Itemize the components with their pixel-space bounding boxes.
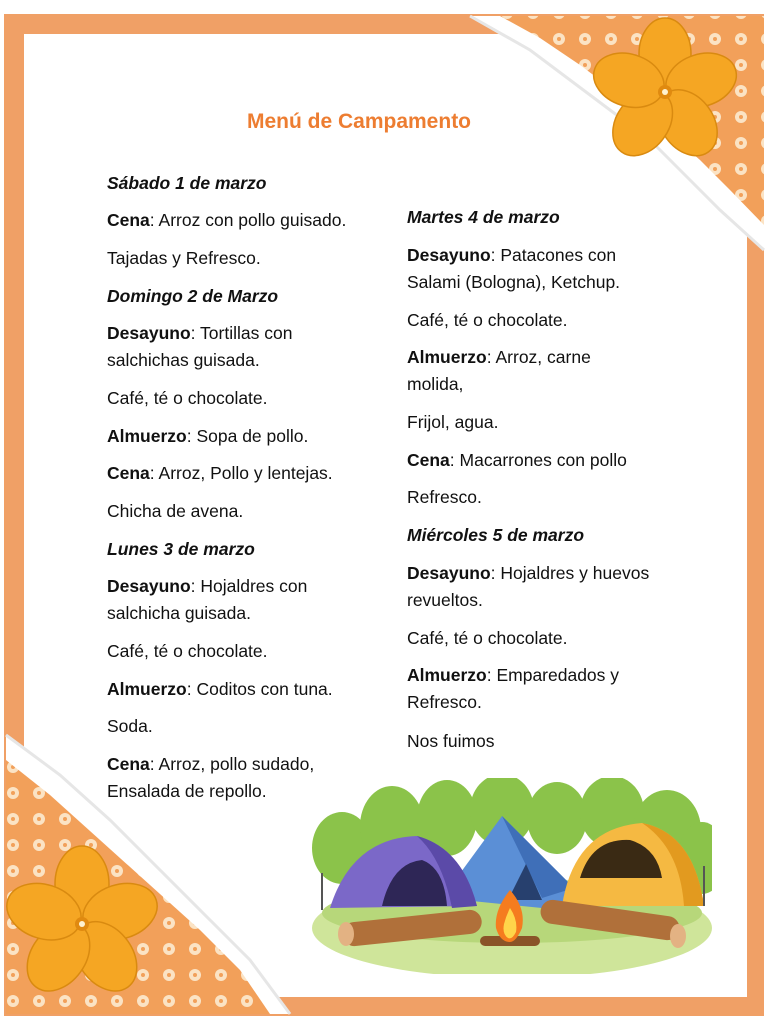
meal-text: : Arroz, carne [486, 347, 591, 367]
menu-line: salchichas guisada. [107, 350, 260, 370]
menu-line [107, 751, 314, 778]
meal-text: : Macarrones con pollo [449, 450, 627, 470]
meal-label: Desayuno [407, 245, 491, 265]
menu-line: salchicha guisada. [107, 603, 251, 623]
menu-line: Tajadas y Refresco. [107, 248, 261, 268]
campsite-illustration [312, 778, 712, 974]
menu-line: Refresco. [407, 487, 482, 507]
meal-label: Almuerzo [407, 665, 487, 685]
menu-line [407, 560, 649, 587]
meal-label: Cena [107, 463, 150, 483]
menu-line [107, 207, 346, 234]
menu-line [407, 447, 627, 474]
day-heading: Sábado 1 de marzo [107, 173, 267, 193]
page-title: Menú de Campamento [246, 110, 472, 133]
menu-line: Café, té o chocolate. [107, 388, 268, 408]
meal-label: Desayuno [107, 576, 191, 596]
menu-line: Salami (Bologna), Ketchup. [407, 272, 621, 292]
meal-text: : Hojaldres y huevos [490, 563, 650, 583]
meal-text: : Coditos con tuna. [186, 679, 333, 699]
meal-text: : Arroz, pollo sudado, [149, 754, 315, 774]
meal-label: Cena [107, 754, 150, 774]
menu-line: Nos fuimos [407, 731, 495, 751]
meal-label: Desayuno [107, 323, 191, 343]
menu-line: Café, té o chocolate. [107, 641, 268, 661]
meal-label: Cena [107, 210, 150, 230]
menu-line: Soda. [107, 716, 153, 736]
menu-line: Refresco. [407, 692, 482, 712]
meal-label: Almuerzo [107, 426, 187, 446]
day-heading: Domingo 2 de Marzo [107, 286, 279, 306]
menu-line [407, 242, 616, 269]
menu-line: Chicha de avena. [107, 501, 244, 521]
menu-line [107, 676, 333, 703]
menu-line: Café, té o chocolate. [407, 628, 568, 648]
meal-label: Desayuno [407, 563, 491, 583]
day-heading: Martes 4 de marzo [407, 207, 560, 227]
meal-label: Almuerzo [107, 679, 187, 699]
day-heading: Miércoles 5 de marzo [407, 525, 585, 545]
meal-text: : Sopa de pollo. [186, 426, 309, 446]
meal-text: : Tortillas con [190, 323, 293, 343]
menu-line [107, 423, 308, 450]
meal-text: : Emparedados y [486, 665, 620, 685]
menu-line: Café, té o chocolate. [407, 310, 568, 330]
menu-line: Frijol, agua. [407, 412, 499, 432]
menu-line [107, 573, 307, 600]
menu-line: revueltos. [407, 590, 483, 610]
meal-text: : Arroz con pollo guisado. [149, 210, 347, 230]
menu-line [107, 460, 333, 487]
menu-line [107, 320, 292, 347]
day-heading: Lunes 3 de marzo [107, 539, 255, 559]
menu-line [407, 662, 619, 689]
menu-line [407, 344, 591, 371]
meal-text: : Arroz, Pollo y lentejas. [149, 463, 333, 483]
meal-label: Almuerzo [407, 347, 487, 367]
meal-text: : Hojaldres con [190, 576, 308, 596]
meal-text: : Patacones con [490, 245, 617, 265]
menu-line: molida, [407, 374, 464, 394]
meal-label: Cena [407, 450, 450, 470]
menu-line: Ensalada de repollo. [107, 781, 267, 801]
